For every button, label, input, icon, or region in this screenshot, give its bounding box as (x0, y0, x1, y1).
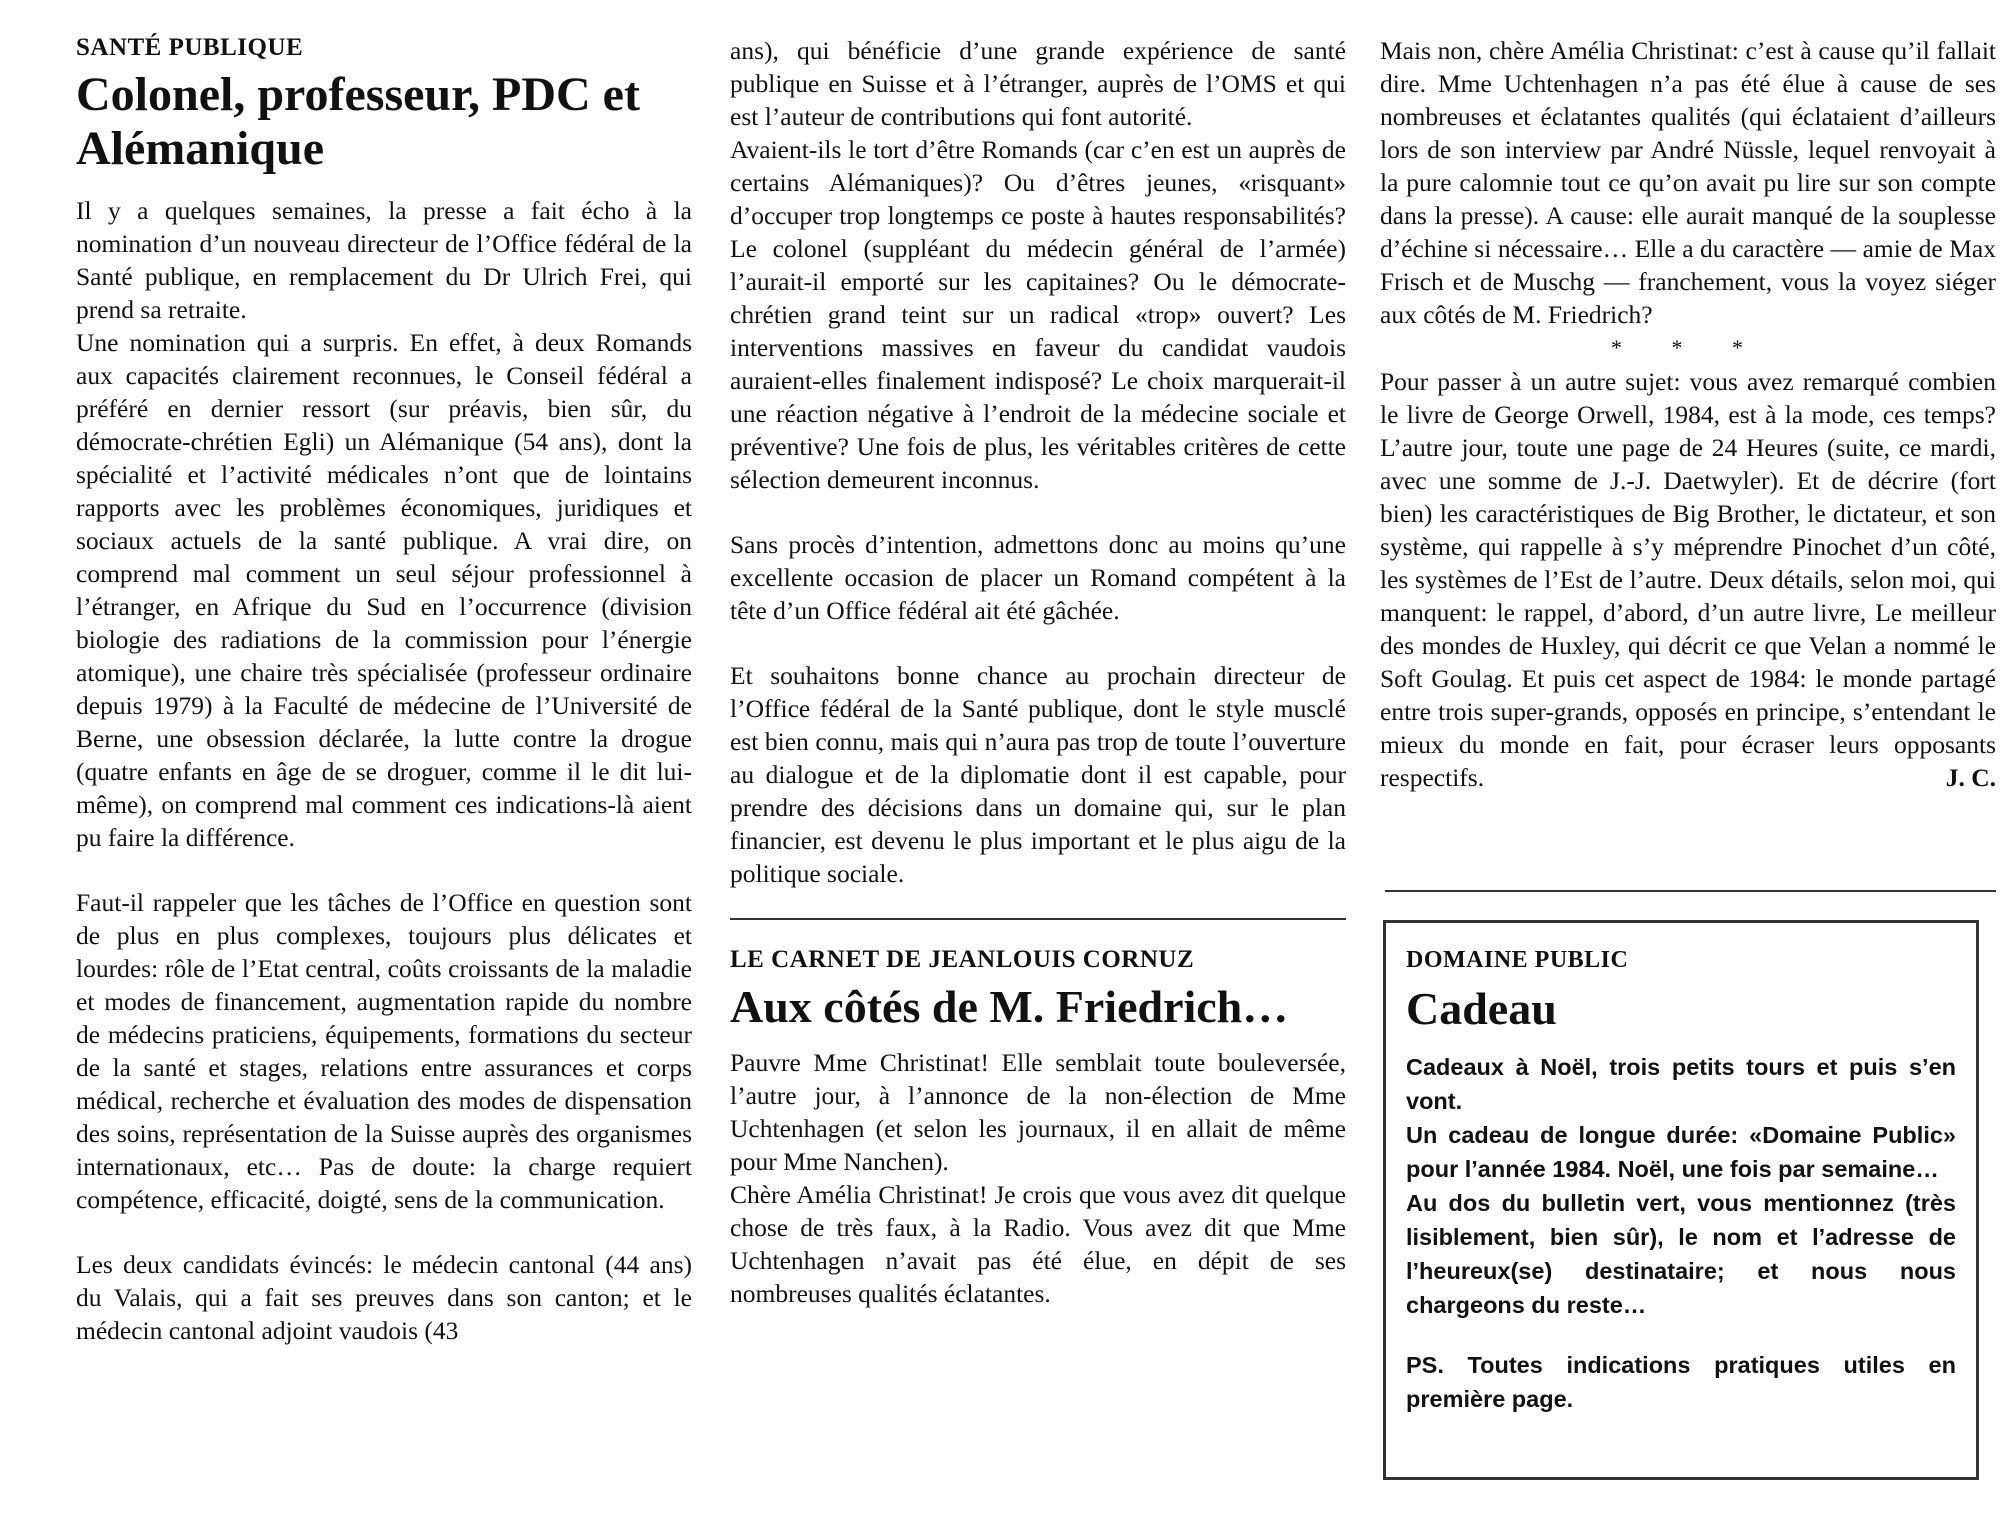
article-kicker: LE CARNET DE JEANLOUIS CORNUZ (730, 946, 1195, 973)
box-kicker: DOMAINE PUBLIC (1406, 947, 1629, 973)
article-sante-publique (76, 34, 692, 1347)
article-paragraph: ans), qui bénéficie d’une grande expérience de santé publique en Suisse et à l’étranger, auprès de l’OMS et qui est l’auteur de contributions qui font autorité. (730, 36, 1346, 131)
article-paragraph: Mais non, chère Amélia Christinat: c’est à cause qu’il fallait dire. Mme Uchtenhagen n’a pas été élue à cause de ses nombreuses et éclatantes qualités (qui éclataient d’ailleurs lors de son interview par André Nüssle, lequel renvoyait à la pure calomnie tout ce qu’on avait pu lire sur son compte dans la presse). A cause: elle aurait manqué de la souplesse d’échine si nécessaire… Elle a du caractère — amie de Max Frisch et de Muschg — franchement, vous la voyez siéger aux côtés de M. Friedrich? (1380, 36, 1996, 329)
author-signature: J. C. (1945, 763, 1996, 792)
article-paragraph: Chère Amélia Christinat! Je crois que vous avez dit quelque chose de très faux, à la Radio. Vous avez dit que Mme Uchtenhagen n’avait pas été élue, en dépit de ses nombreuses qualités éclatantes. (730, 1180, 1346, 1308)
article-paragraph (1380, 365, 1996, 794)
section-separator: * * * (1611, 335, 1765, 360)
article-headline: Colonel, professeur, PDC et Alémanique (76, 68, 640, 175)
domaine-public-box (1383, 920, 1979, 1480)
article-carnet-column (1380, 34, 1996, 794)
box-paragraph: Au dos du bulletin vert, vous mentionnez (très lisiblement, bien sûr), le nom et l’adresse de l’heureux(se) destinataire; et nous nous chargeons du reste… (1406, 1190, 1956, 1318)
box-paragraph: PS. Toutes indications pratiques utiles en première page. (1406, 1352, 1956, 1412)
article-paragraph: Pauvre Mme Christinat! Elle semblait toute bouleversée, l’autre jour, à l’annonce de la non-élection de Mme Uchtenhagen (et selon les journaux, il en allait de même pour Mme Nanchen). (730, 1048, 1346, 1176)
box-top-rule (1385, 890, 1996, 892)
article-kicker: SANTÉ PUBLIQUE (76, 34, 304, 61)
article-paragraph-text: Pour passer à un autre sujet: vous avez remarqué combien le livre de George Orwell, 1984, est à la mode, ces temps? L’autre jour, toute une page de 24 Heures (suite, ce mardi, avec une somme de J.-J. Daetwyler). Et de décrire (fort bien) les caractéristiques de Big Brother, le dictateur, et son système, qui rappelle à s’y méprendre Pinochet d’un côté, les systèmes de l’Est de l’autre. Deux détails, selon moi, qui manquent: le rappel, d’abord, d’un autre livre, Le meilleur des mondes de Huxley, qui décrit ce que Velan a nommé le Soft Goulag. Et puis cet aspect de 1984: le monde partagé entre trois super-grands, opposés en principe, s’entendant le mieux du monde en fait, pour écraser leurs opposants respectifs. (1380, 367, 1996, 792)
article-paragraph: Une nomination qui a surpris. En effet, à deux Romands aux capacités clairement reconnues, le Conseil fédéral a préféré en dernier ressort (sur préavis, bien sûr, du démocrate-chrétien Egli) un Alémanique (54 ans), dont la spécialité et l’activité médicales n’ont que de lointains rapports avec les problèmes économiques, juridiques et sociaux actuels de la santé publique. A vrai dire, on comprend mal comment un seul séjour professionnel à l’étranger, en Afrique du Sud en l’occurrence (division biologie des radiations de la commission pour l’énergie atomique), une chaire très spécialisée (professeur ordinaire depuis 1979) à la Faculté de médecine de l’Université de Berne, une obsession déclarée, la lutte contre la drogue (quatre enfants en âge de se droguer, comme il le dit lui-même), on comprend mal comment ces indications-là aient pu faire la différence. (76, 328, 692, 852)
article-paragraph: Avaient-ils le tort d’être Romands (car c’en est un auprès de certains Alémaniques)? Ou d’êtres jeunes, «risquant» d’occuper trop longtemps ce poste à hautes responsabilités? Le colonel (suppléant du médecin général de l’armée) l’aurait-il emporté sur les capitaines? Ou le démocrate-chrétien grand teint sur un radical «trop» ouvert? Les interventions massives en faveur du candidat vaudois auraient-elles finalement indisposé? Le choix marquerait-il une réaction négative à l’endroit de la médecine sociale et préventive? Une fois de plus, les véritables critères de cette sélection demeurent inconnus. (730, 135, 1346, 494)
box-paragraph: Un cadeau de longue durée: «Domaine Public» pour l’année 1984. Noël, une fois par semaine… (1406, 1122, 1956, 1182)
article-continuation-column (730, 34, 1346, 1310)
box-paragraph: Cadeaux à Noël, trois petits tours et puis s’en vont. (1406, 1054, 1956, 1114)
article-paragraph: Il y a quelques semaines, la presse a fait écho à la nomination d’un nouveau directeur de l’Office fédéral de la Santé publique, en remplacement du Dr Ulrich Frei, qui prend sa retraite. (76, 196, 692, 324)
box-title: Cadeau (1406, 983, 1557, 1034)
section-divider (730, 918, 1346, 920)
article-paragraph: Les deux candidats évincés: le médecin cantonal (44 ans) du Valais, qui a fait ses preuves dans son canton; et le médecin cantonal adjoint vaudois (43 (76, 1250, 692, 1345)
article-paragraph: Faut-il rappeler que les tâches de l’Office en question sont de plus en plus complexes, toujours plus délicates et lourdes: rôle de l’Etat central, coûts croissants de la maladie et modes de financement, augmentation rapide du nombre de médecins praticiens, équipements, formations du secteur de la santé et stages, relations entre assurances et corps médical, recherche et évaluation des modes de dispensation des soins, représentation de la Suisse auprès des organismes internationaux, etc… Pas de doute: la charge requiert compétence, efficacité, doigté, sens de la communication. (76, 888, 692, 1214)
article-paragraph: Et souhaitons bonne chance au prochain directeur de l’Office fédéral de la Santé publique, dont le style musclé est bien connu, mais qui n’aura pas trop de toute l’ouverture au dialogue et de la diplomatie dont il est capable, pour prendre des décisions dans un domaine qui, sur le plan financier, est devenu le plus important et le plus aigu de la politique sociale. (730, 661, 1346, 888)
article-headline: Aux côtés de M. Friedrich… (730, 981, 1289, 1032)
article-paragraph: Sans procès d’intention, admettons donc au moins qu’une excellente occasion de placer un Romand compétent à la tête d’un Office fédéral ait été gâchée. (730, 530, 1346, 625)
